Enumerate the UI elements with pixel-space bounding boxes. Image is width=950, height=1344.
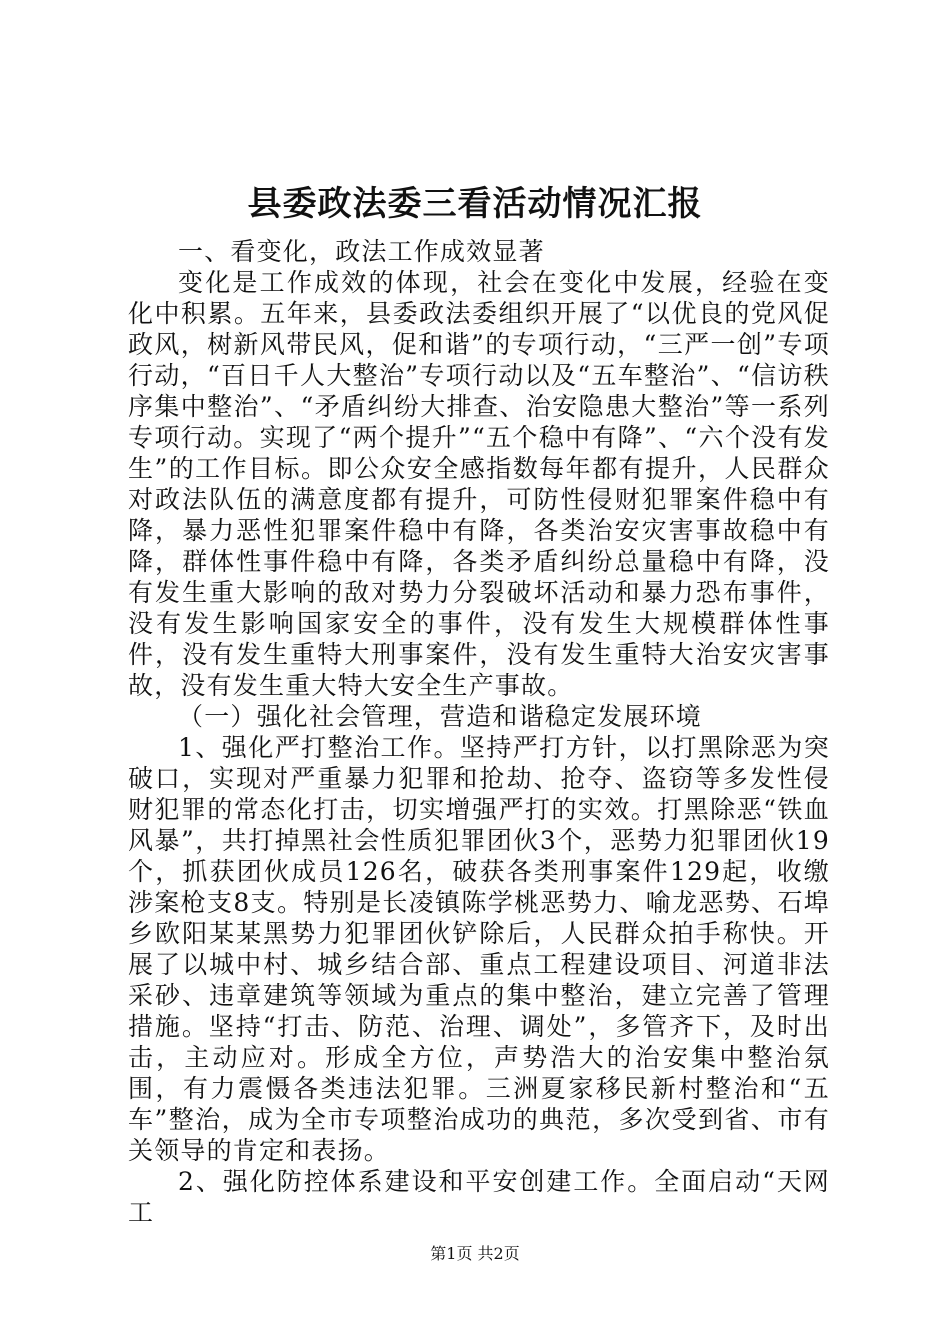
paragraph-changes: 变化是工作成效的体现，社会在变化中发展，经验在变化中积累。五年来，县委政法委组织开展了“以优良的党风促政风，树新风带民风，促和谐”的专项行动，“三严一创”专项行动，“百日千人大整治”专项行动以及“五车整治”、“信访秩序集中整治”、“矛盾纠纷大排查、治安隐患大整治”等一系列专项行动。实现了“两个提升”“五个稳中有降”、“六个没有发生”的工作目标。即公众安全感指数每年都有提升，人民群众对政法队伍的满意度都有提升，可防性侵财犯罪案件稳中有降，暴力恶性犯罪案件稳中有降，各类治安灾害事故稳中有降，群体性事件稳中有降，各类矛盾纠纷总量稳中有降，没有发生重大影响的敌对势力分裂破坏活动和暴力恐布事件，没有发生影响国家安全的事件，没有发生大规模群体性事件，没有发生重特大刑事案件，没有发生重特大治安灾害事故，没有发生重大特大安全生产事故。 — [128, 268, 830, 700]
subsection-heading-1: （一）强化社会管理，营造和谐稳定发展环境 — [178, 702, 703, 731]
page-title: 县委政法委三看活动情况汇报 — [247, 184, 703, 224]
page-footer: 第1页 共2页 — [430, 1244, 520, 1263]
paragraph-item-2: 2、强化防控体系建设和平安创建工作。全面启动“天网工 — [128, 1167, 830, 1227]
document-body — [128, 236, 830, 1228]
paragraph-item-1: 1、强化严打整治工作。坚持严打方针，以打黑除恶为突破口，实现对严重暴力犯罪和抢劫、抢夺、盗窃等多发性侵财犯罪的常态化打击，切实增强严打的实效。打黑除恶“铁血风暴”，共打掉黑社会性质犯罪团伙3个，恶势力犯罪团伙19个，抓获团伙成员126名，破获各类刑事案件129起，收缴涉案枪支8支。特别是长凌镇陈学桃恶势力、喻龙恶势、石埠乡欧阳某某黑势力犯罪团伙铲除后，人民群众拍手称快。开展了以城中村、城乡结合部、重点工程建设项目、河道非法采砂、违章建筑等领域为重点的集中整治，建立完善了管理措施。坚持“打击、防范、治理、调处”，多管齐下，及时出击，主动应对。形成全方位，声势浩大的治安集中整治氛围，有力震慑各类违法犯罪。三洲夏家移民新村整治和“五车”整治，成为全市专项整治成功的典范，多次受到省、市有关领导的肯定和表扬。 — [128, 733, 830, 1165]
section-heading-1: 一、看变化，政法工作成效显著 — [178, 237, 545, 266]
